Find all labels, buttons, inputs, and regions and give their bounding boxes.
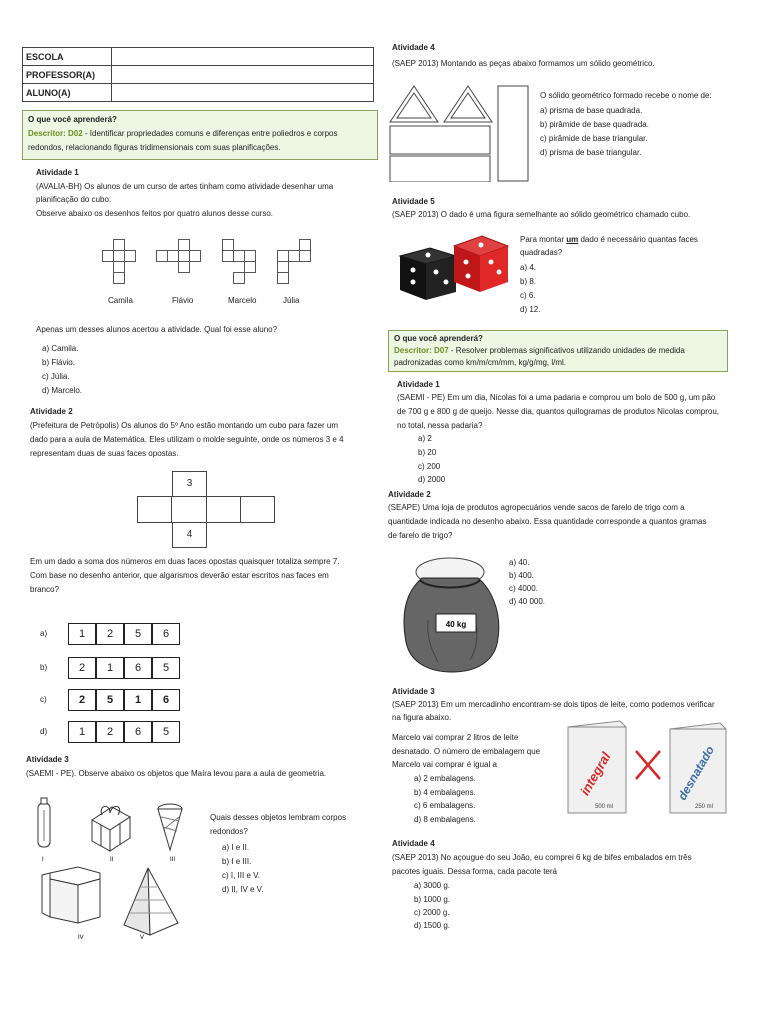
activity-title: Atividade 4 [392, 43, 435, 52]
question-text-underline: um [566, 235, 579, 244]
bag-weight: 40 kg [445, 620, 467, 629]
question-text-part: dado é necessário quantas faces [578, 235, 698, 244]
red-die-icon [454, 236, 508, 292]
activity-text: planificação do cubo. [36, 195, 112, 204]
question-text: desnatado. O número de embalagem que [392, 747, 541, 756]
option-b[interactable]: b) I e III. [222, 857, 252, 866]
option-d[interactable]: d) II, IV e V. [222, 885, 264, 894]
question-text: Apenas um desses alunos acertou a atividade. Qual foi esse aluno? [36, 325, 278, 334]
carton-volume-250: 250 ml [694, 804, 714, 810]
activity-text: (SAEP 2013) No açougue do seu João, eu comprei 6 kg de bifes embalados em três [392, 853, 692, 862]
question-text: Em um dado a soma dos números em duas faces opostas quaisquer totaliza sempre 7. [30, 557, 340, 566]
option-b[interactable]: b) 8. [520, 277, 537, 286]
descriptor-label: Descritor: D07 [394, 346, 449, 355]
net-square [277, 272, 289, 284]
x-mark-icon [636, 751, 660, 779]
activity-text: (SAEMI - PE). Observe abaixo os objetos que Maíra levou para a aula de geometria. [26, 769, 327, 778]
option-c[interactable]: c) 200 [418, 462, 441, 471]
rectangle-piece [390, 156, 490, 182]
option-b[interactable]: b) pirâmide de base quadrada. [540, 120, 649, 129]
answer-digit-box: 5 [152, 721, 180, 743]
pyramid-icon [124, 868, 178, 935]
descriptor-title: O que você aprenderá? [28, 115, 117, 124]
descriptor-label: Descritor: D02 [28, 129, 83, 138]
activity-text: de 700 g e 800 g de queijo. Nesse dia, quantos quilogramas de produtos Nicolas comprou, [397, 407, 719, 416]
question-text: Marcelo vai comprar é igual a [392, 760, 497, 769]
ice-cream-cone-icon [158, 804, 182, 850]
net-square [233, 272, 245, 284]
milk-cartons-illustration [564, 717, 734, 817]
net-label-marcelo: Marcelo [228, 296, 257, 305]
activity-text: Observe abaixo os desenhos feitos por quatro alunos desse curso. [36, 209, 274, 218]
net-square [124, 250, 136, 262]
question-text [520, 233, 732, 247]
professor-label: PROFESSOR(A) [23, 66, 112, 84]
answer-digit-box: 1 [68, 721, 96, 743]
net-face-blank [171, 496, 207, 523]
activity-text: (Prefeitura de Petrópolis) Os alunos do 5º Ano estão montando um cubo para fazer um [30, 421, 338, 430]
option-d[interactable]: d) prisma de base triangular. [540, 148, 642, 157]
descriptor-text: - Resolver problemas significativos utilizando unidades de medida [448, 346, 685, 355]
activity-title: Atividade 1 [397, 380, 440, 389]
question-text: Marcelo vai comprar 2 litros de leite [392, 733, 519, 742]
question-text: O sólido geométrico formado recebe o nome de: [540, 91, 712, 100]
option-d[interactable]: d) 8 embalagens. [414, 815, 476, 824]
battery-icon [38, 798, 50, 847]
activity-text: quantidade indicada no desenho abaixo. Essa quantidade corresponde a quantos gramas [388, 517, 707, 526]
descriptor-title: O que você aprenderá? [394, 334, 483, 343]
option-a[interactable]: a) 4. [520, 263, 537, 272]
activity-text: pacotes iguais. Dessa forma, cada pacote terá [392, 867, 557, 876]
activity-text: (SAEP 2013) Em um mercadinho encontram-se dois tipos de leite, como podemos verificar [392, 700, 715, 709]
answer-letter[interactable]: c) [40, 695, 47, 704]
object-label-iv: IV [78, 935, 84, 941]
activity-text: representam duas de suas faces opostas. [30, 449, 179, 458]
answer-digit-box: 1 [96, 657, 124, 679]
option-a[interactable]: a) 2 embalagens. [414, 774, 476, 783]
answer-digit-box: 1 [68, 623, 96, 645]
gift-box-icon [92, 806, 130, 851]
answer-digit-box: 2 [96, 623, 124, 645]
object-label-v: V [140, 935, 145, 941]
activity-text: dado para a aula de Matemática. Eles utilizam o molde seguinte, onde os números 3 e 4 [30, 435, 344, 444]
flour-sack-illustration [398, 550, 508, 680]
escola-label: ESCOLA [23, 48, 112, 66]
answer-digit-box: 6 [124, 721, 152, 743]
option-c[interactable]: c) pirâmide de base triangular. [540, 134, 648, 143]
answer-digit-box: 5 [152, 657, 180, 679]
option-c[interactable]: c) 2000 g. [414, 908, 450, 917]
activity-title: Atividade 4 [392, 839, 435, 848]
option-a[interactable]: a) prisma de base quadrada. [540, 106, 643, 115]
answer-digit-box: 2 [68, 657, 96, 679]
descriptor-text-2: padronizadas como km/m/cm/mm, kg/g/mg, l/ml. [394, 358, 567, 367]
question-text-part: Para montar [520, 235, 567, 244]
rectangle-piece [498, 86, 528, 181]
triangle-icon [390, 86, 438, 122]
answer-digit-box: 6 [124, 657, 152, 679]
option-a[interactable]: a) 2 [418, 434, 432, 443]
dice-illustration [396, 234, 512, 306]
option-d[interactable]: d) Marcelo. [42, 386, 83, 395]
option-b[interactable]: b) Flávio. [42, 358, 75, 367]
net-square [299, 250, 311, 262]
option-c[interactable]: c) 6. [520, 291, 536, 300]
option-c[interactable]: c) Júlia. [42, 372, 70, 381]
header-table [22, 47, 374, 102]
objects-illustration [30, 795, 210, 945]
object-label-iii: III [170, 857, 176, 863]
net-face-bottom: 4 [172, 522, 207, 548]
rectangle-piece [390, 126, 490, 154]
net-square [189, 250, 201, 262]
solid-pieces-illustration [388, 82, 530, 182]
activity-text: na figura abaixo. [392, 713, 452, 722]
option-b[interactable]: b) 400. [509, 571, 534, 580]
hexagonal-prism-icon [42, 867, 100, 923]
question-text: Com base no desenho anterior, que algarismos deverão estar escritos nas faces em [30, 571, 329, 580]
activity-title: Atividade 2 [388, 490, 431, 499]
option-c[interactable]: c) I, III e V. [222, 871, 260, 880]
triangle-icon [444, 86, 492, 122]
option-a[interactable]: a) Camila. [42, 344, 79, 353]
milk-carton-desnatado [670, 723, 726, 813]
option-a[interactable]: a) 3000 g. [414, 881, 451, 890]
question-text: quadradas? [520, 248, 563, 257]
activity-title: Atividade 3 [392, 687, 435, 696]
option-a[interactable]: a) 40. [509, 558, 530, 567]
question-text: Quais desses objetos lembram corpos [210, 813, 347, 822]
option-d[interactable]: d) 12. [520, 305, 541, 314]
activity-text: (SEAPE) Uma loja de produtos agropecuários vende sacos de farelo de trigo com a [388, 503, 685, 512]
professor-field[interactable] [112, 66, 374, 84]
option-d[interactable]: d) 40 000. [509, 597, 546, 606]
option-c[interactable]: c) 4000. [509, 584, 538, 593]
net-square [178, 261, 190, 273]
activity-text: (AVALIA-BH) Os alunos de um curso de artes tinham como atividade desenhar uma [36, 182, 334, 191]
answer-letter[interactable]: a) [40, 629, 48, 638]
net-label-flavio: Flávio [172, 296, 194, 305]
net-square [113, 272, 125, 284]
milk-carton-integral [568, 721, 626, 813]
activity-title: Atividade 5 [392, 197, 435, 206]
descriptor-text-2: redondos, relacionando figuras tridimensionais com suas planificações. [28, 143, 281, 152]
answer-digit-box: 6 [152, 623, 180, 645]
question-text: redondos? [210, 827, 248, 836]
net-label-camila: Camila [108, 296, 133, 305]
net-face-blank [206, 496, 241, 523]
net-label-julia: Júlia [283, 296, 300, 305]
answer-digit-box: 2 [96, 721, 124, 743]
question-text: branco? [30, 585, 59, 594]
carton-volume-500: 500 ml [594, 804, 614, 810]
object-label-ii: II [110, 857, 114, 863]
activity-text: (SAEMI - PE) Em um dia, Nicolas foi a uma padaria e comprou um bolo de 500 g, um pão [397, 393, 716, 402]
net-face-blank [137, 496, 172, 523]
carton-label-integral: integral [577, 749, 614, 798]
descriptor-box-d02 [22, 110, 378, 160]
option-b[interactable]: b) 4 embalagens. [414, 788, 476, 797]
answer-letter[interactable]: b) [40, 663, 48, 672]
activity-text: no total, nessa padaria? [397, 421, 483, 430]
option-d[interactable]: d) 1500 g. [414, 921, 451, 930]
net-face-blank [240, 496, 275, 523]
activity-text: de farelo de trigo? [388, 531, 453, 540]
net-face-top: 3 [172, 471, 207, 497]
activity-text: (SAEP 2013) Montando as peças abaixo formamos um sólido geométrico. [392, 59, 655, 68]
aluno-field[interactable] [112, 84, 374, 102]
carton-label-desnatado: desnatado [674, 743, 718, 803]
escola-field[interactable] [112, 48, 374, 66]
answer-digit-box: 6 [152, 689, 180, 711]
activity-title: Atividade 1 [36, 168, 79, 177]
answer-digit-box: 1 [124, 689, 152, 711]
answer-digit-box: 5 [124, 623, 152, 645]
net-square [244, 261, 256, 273]
object-label-i: I [42, 857, 44, 863]
descriptor-text: - Identificar propriedades comuns e diferenças entre poliedros e corpos [82, 129, 338, 138]
answer-digit-box: 2 [68, 689, 96, 711]
option-b[interactable]: b) 1000 g. [414, 895, 451, 904]
answer-digit-box: 5 [96, 689, 124, 711]
descriptor-box-d07 [388, 330, 728, 372]
activity-text: (SAEP 2013) O dado é uma figura semelhante ao sólido geométrico chamado cubo. [392, 210, 691, 219]
option-d[interactable]: d) 2000 [418, 475, 446, 484]
answer-letter[interactable]: d) [40, 727, 48, 736]
option-b[interactable]: b) 20 [418, 448, 437, 457]
activity-title: Atividade 2 [30, 407, 73, 416]
activity-title: Atividade 3 [26, 755, 69, 764]
option-c[interactable]: c) 6 embalagens. [414, 801, 476, 810]
option-a[interactable]: a) I e II. [222, 843, 250, 852]
aluno-label: ALUNO(A) [23, 84, 112, 102]
black-die-icon [400, 248, 456, 300]
